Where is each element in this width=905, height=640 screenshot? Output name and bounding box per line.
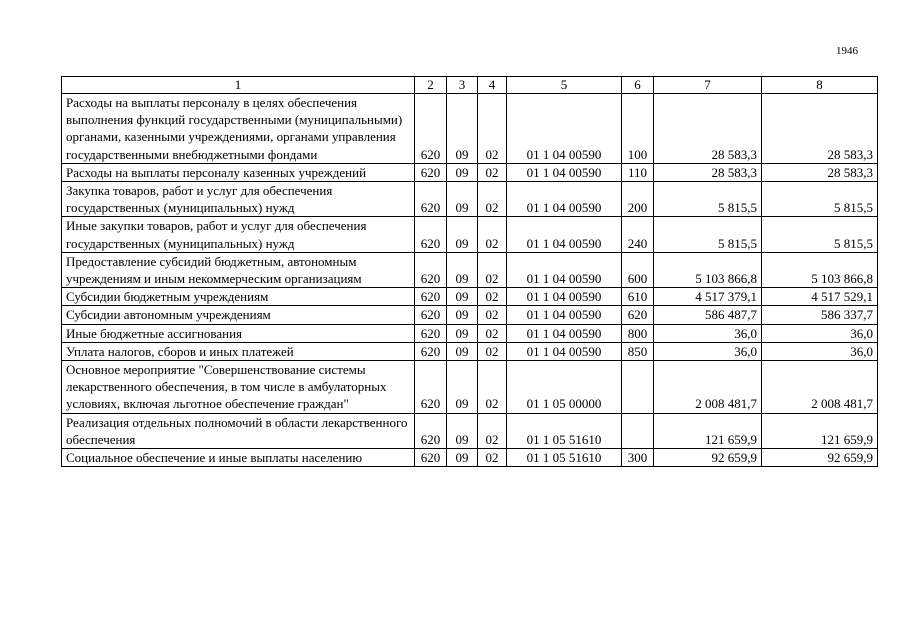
subsection-code: 02 [478, 217, 507, 252]
ministry-code: 620 [415, 324, 447, 342]
amount-col7: 4 517 379,1 [654, 288, 762, 306]
expense-name: Основное мероприятие "Совершенствование системы лекарственного обеспечения, в том числе в амбулаторных условиях, включая льготное обеспечение граждан" [62, 361, 415, 414]
expense-name: Реализация отдельных полномочий в области лекарственного обеспечения [62, 413, 415, 448]
ministry-code: 620 [415, 361, 447, 414]
expense-type-code: 240 [622, 217, 654, 252]
expense-name: Уплата налогов, сборов и иных платежей [62, 342, 415, 360]
amount-col8: 5 103 866,8 [762, 252, 878, 287]
amount-col7: 121 659,9 [654, 413, 762, 448]
table-row [62, 449, 878, 467]
ministry-code: 620 [415, 163, 447, 181]
amount-col8: 28 583,3 [762, 163, 878, 181]
expense-name: Субсидии автономным учреждениям [62, 306, 415, 324]
budget-table [61, 76, 878, 467]
target-article-code: 01 1 04 00590 [507, 342, 622, 360]
target-article-code: 01 1 05 51610 [507, 449, 622, 467]
ministry-code: 620 [415, 306, 447, 324]
amount-col7: 2 008 481,7 [654, 361, 762, 414]
amount-col8: 36,0 [762, 324, 878, 342]
section-code: 09 [447, 217, 478, 252]
amount-col8: 2 008 481,7 [762, 361, 878, 414]
section-code: 09 [447, 306, 478, 324]
section-code: 09 [447, 413, 478, 448]
ministry-code: 620 [415, 413, 447, 448]
expense-name: Субсидии бюджетным учреждениям [62, 288, 415, 306]
ministry-code: 620 [415, 342, 447, 360]
amount-col7: 586 487,7 [654, 306, 762, 324]
subsection-code: 02 [478, 324, 507, 342]
page-number: 1946 [836, 45, 858, 57]
ministry-code: 620 [415, 182, 447, 217]
target-article-code: 01 1 05 51610 [507, 413, 622, 448]
amount-col7: 5 815,5 [654, 182, 762, 217]
expense-type-code: 620 [622, 306, 654, 324]
table-header-row [62, 77, 878, 94]
section-code: 09 [447, 94, 478, 164]
amount-col8: 121 659,9 [762, 413, 878, 448]
column-header: 8 [762, 77, 878, 94]
subsection-code: 02 [478, 94, 507, 164]
column-header: 1 [62, 77, 415, 94]
subsection-code: 02 [478, 163, 507, 181]
column-header: 5 [507, 77, 622, 94]
amount-col7: 36,0 [654, 324, 762, 342]
column-header: 4 [478, 77, 507, 94]
expense-type-code: 610 [622, 288, 654, 306]
table-row [62, 306, 878, 324]
column-header: 7 [654, 77, 762, 94]
section-code: 09 [447, 449, 478, 467]
expense-type-code [622, 413, 654, 448]
expense-name: Закупка товаров, работ и услуг для обеспечения государственных (муниципальных) нужд [62, 182, 415, 217]
target-article-code: 01 1 04 00590 [507, 182, 622, 217]
column-header: 6 [622, 77, 654, 94]
expense-name: Иные закупки товаров, работ и услуг для обеспечения государственных (муниципальных) нужд [62, 217, 415, 252]
amount-col8: 36,0 [762, 342, 878, 360]
amount-col7: 28 583,3 [654, 94, 762, 164]
amount-col8: 4 517 529,1 [762, 288, 878, 306]
table-row [62, 252, 878, 287]
expense-type-code: 850 [622, 342, 654, 360]
column-header: 2 [415, 77, 447, 94]
amount-col7: 28 583,3 [654, 163, 762, 181]
target-article-code: 01 1 04 00590 [507, 324, 622, 342]
amount-col7: 36,0 [654, 342, 762, 360]
section-code: 09 [447, 288, 478, 306]
section-code: 09 [447, 342, 478, 360]
amount-col8: 28 583,3 [762, 94, 878, 164]
subsection-code: 02 [478, 252, 507, 287]
table-row [62, 288, 878, 306]
expense-name: Социальное обеспечение и иные выплаты населению [62, 449, 415, 467]
subsection-code: 02 [478, 342, 507, 360]
ministry-code: 620 [415, 288, 447, 306]
amount-col8: 5 815,5 [762, 217, 878, 252]
table-row [62, 342, 878, 360]
target-article-code: 01 1 05 00000 [507, 361, 622, 414]
expense-name: Расходы на выплаты персоналу в целях обеспечения выполнения функций государственными (муниципальными) органами, казенными учреждениями, органами управления государственными внебюджетными фондами [62, 94, 415, 164]
target-article-code: 01 1 04 00590 [507, 163, 622, 181]
expense-type-code [622, 361, 654, 414]
amount-col7: 92 659,9 [654, 449, 762, 467]
subsection-code: 02 [478, 306, 507, 324]
amount-col8: 92 659,9 [762, 449, 878, 467]
ministry-code: 620 [415, 217, 447, 252]
expense-name: Иные бюджетные ассигнования [62, 324, 415, 342]
section-code: 09 [447, 163, 478, 181]
ministry-code: 620 [415, 449, 447, 467]
table-row [62, 361, 878, 414]
expense-type-code: 100 [622, 94, 654, 164]
subsection-code: 02 [478, 449, 507, 467]
expense-name: Предоставление субсидий бюджетным, автономным учреждениям и иным некоммерческим организациям [62, 252, 415, 287]
amount-col8: 586 337,7 [762, 306, 878, 324]
subsection-code: 02 [478, 361, 507, 414]
table-row [62, 182, 878, 217]
expense-type-code: 600 [622, 252, 654, 287]
amount-col7: 5 815,5 [654, 217, 762, 252]
ministry-code: 620 [415, 94, 447, 164]
table-row [62, 324, 878, 342]
section-code: 09 [447, 361, 478, 414]
subsection-code: 02 [478, 288, 507, 306]
section-code: 09 [447, 324, 478, 342]
table-row [62, 413, 878, 448]
section-code: 09 [447, 182, 478, 217]
table-row [62, 217, 878, 252]
target-article-code: 01 1 04 00590 [507, 288, 622, 306]
section-code: 09 [447, 252, 478, 287]
target-article-code: 01 1 04 00590 [507, 217, 622, 252]
table-row [62, 94, 878, 164]
amount-col7: 5 103 866,8 [654, 252, 762, 287]
expense-type-code: 200 [622, 182, 654, 217]
target-article-code: 01 1 04 00590 [507, 94, 622, 164]
expense-type-code: 110 [622, 163, 654, 181]
expense-type-code: 300 [622, 449, 654, 467]
subsection-code: 02 [478, 413, 507, 448]
expense-name: Расходы на выплаты персоналу казенных учреждений [62, 163, 415, 181]
ministry-code: 620 [415, 252, 447, 287]
target-article-code: 01 1 04 00590 [507, 252, 622, 287]
subsection-code: 02 [478, 182, 507, 217]
table-row [62, 163, 878, 181]
target-article-code: 01 1 04 00590 [507, 306, 622, 324]
column-header: 3 [447, 77, 478, 94]
amount-col8: 5 815,5 [762, 182, 878, 217]
expense-type-code: 800 [622, 324, 654, 342]
